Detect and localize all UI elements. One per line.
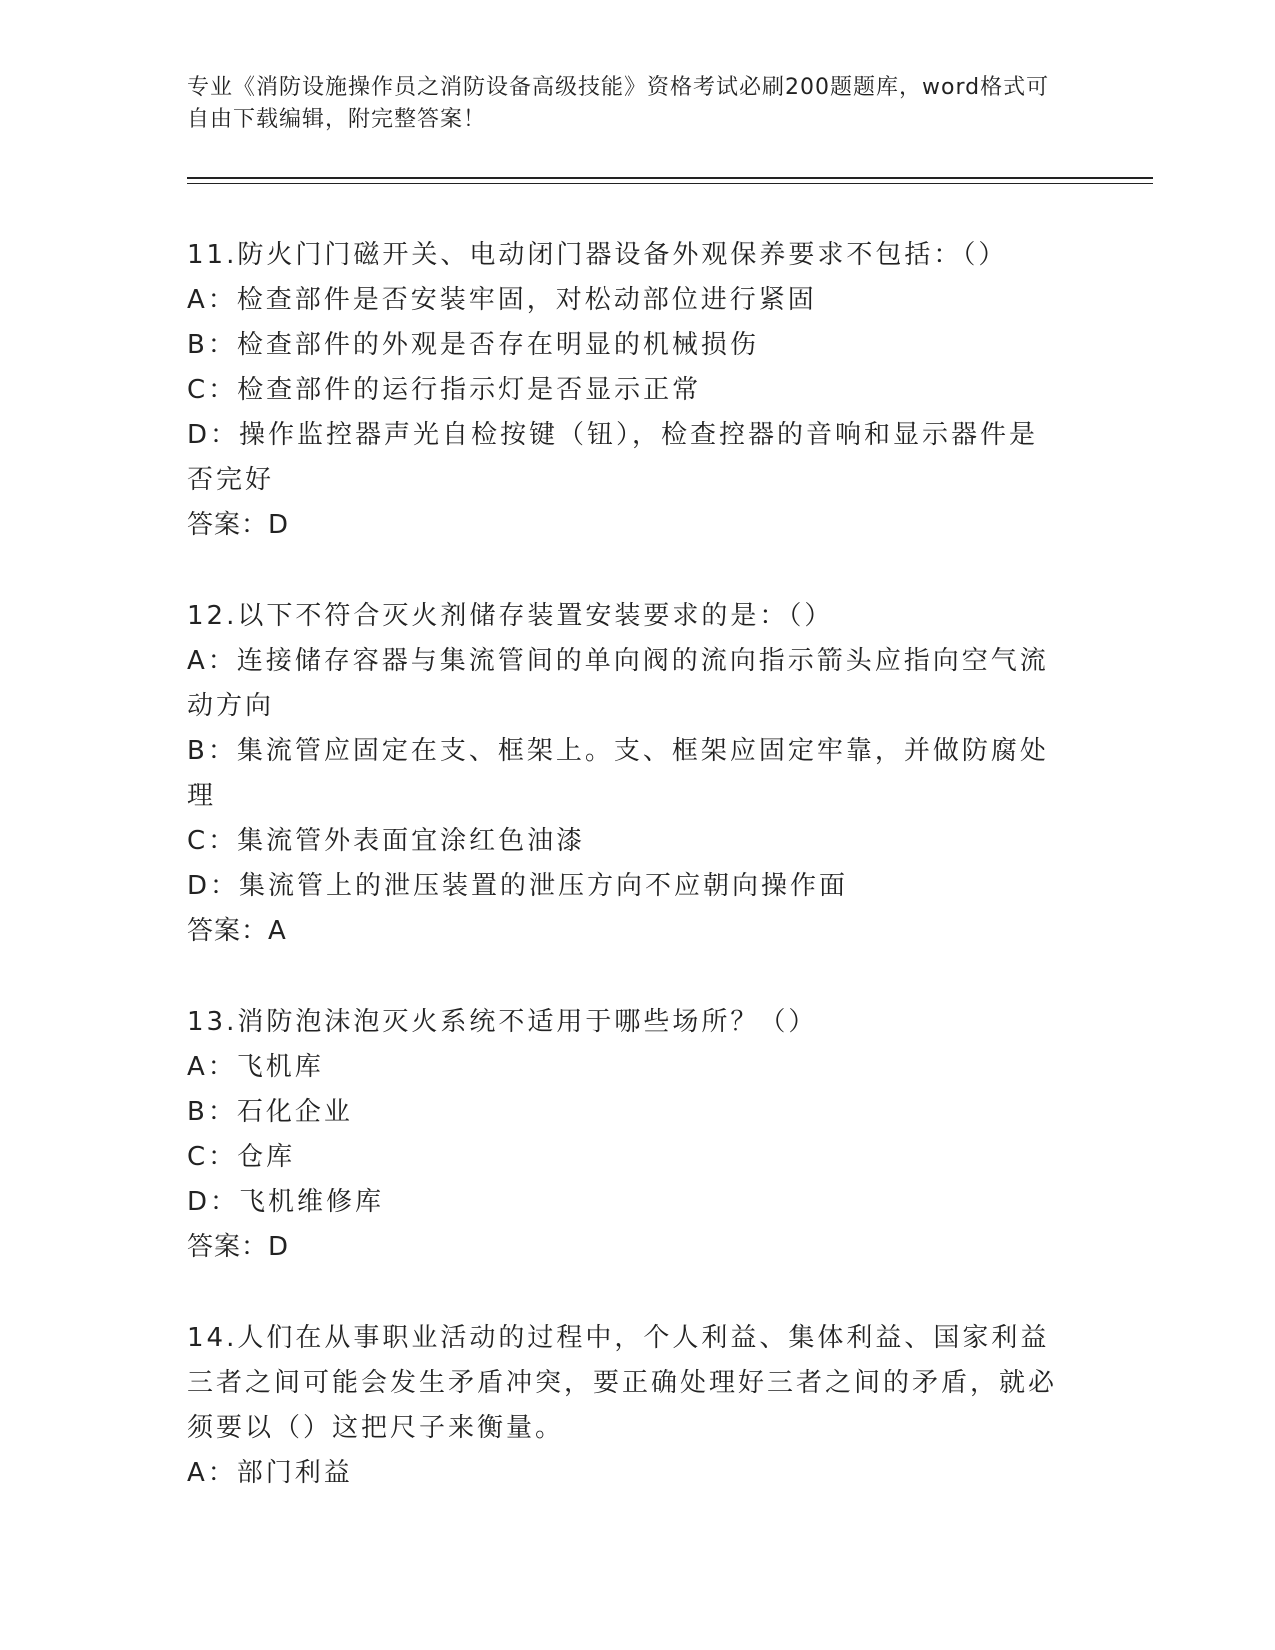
question-stem: 14.人们在从事职业活动的过程中，个人利益、集体利益、国家利益三者之间可能会发生矛盾冲突，要正确处理好三者之间的矛盾，就必须要以（）这把尺子来衡量。 — [187, 1323, 1058, 1443]
option-b: B：石化企业 — [187, 1097, 353, 1127]
option-d: D：飞机维修库 — [187, 1187, 385, 1217]
option-d: D：集流管上的泄压装置的泄压方向不应朝向操作面 — [187, 871, 849, 901]
question-stem: 13.消防泡沫泡灭火系统不适用于哪些场所？（） — [187, 1007, 818, 1037]
option-c: C：集流管外表面宜涂红色油漆 — [187, 826, 586, 856]
option-a: A：检查部件是否安装牢固，对松动部位进行紧固 — [187, 285, 817, 315]
option-b: B：检查部件的外观是否存在明显的机械损伤 — [187, 330, 759, 360]
answer: 答案：A — [187, 916, 287, 946]
option-c: C：检查部件的运行指示灯是否显示正常 — [187, 375, 702, 405]
option-c: C：仓库 — [187, 1142, 296, 1172]
question-14 — [187, 1316, 1067, 1496]
question-12 — [187, 594, 1067, 954]
option-d: D：操作监控器声光自检按键（钮），检查控器的音响和显示器件是否完好 — [187, 420, 1039, 495]
question-list — [187, 233, 1067, 1542]
header-divider-thin — [187, 183, 1153, 184]
option-a: A：连接储存容器与集流管间的单向阀的流向指示箭头应指向空气流动方向 — [187, 646, 1049, 721]
question-11 — [187, 233, 1067, 548]
header-divider-thick — [187, 177, 1153, 179]
option-a: A：飞机库 — [187, 1052, 324, 1082]
question-13 — [187, 1000, 1067, 1270]
answer: 答案：D — [187, 1232, 290, 1262]
document-header: 专业《消防设施操作员之消防设备高级技能》资格考试必刷200题题库，word格式可自由下载编辑，附完整答案！ — [187, 75, 1050, 132]
option-a: A：部门利益 — [187, 1458, 353, 1488]
question-stem: 12.以下不符合灭火剂储存装置安装要求的是：（） — [187, 601, 834, 631]
question-stem: 11.防火门门磁开关、电动闭门器设备外观保养要求不包括：（） — [187, 240, 1008, 270]
answer: 答案：D — [187, 510, 290, 540]
option-b: B：集流管应固定在支、框架上。支、框架应固定牢靠，并做防腐处理 — [187, 736, 1049, 811]
